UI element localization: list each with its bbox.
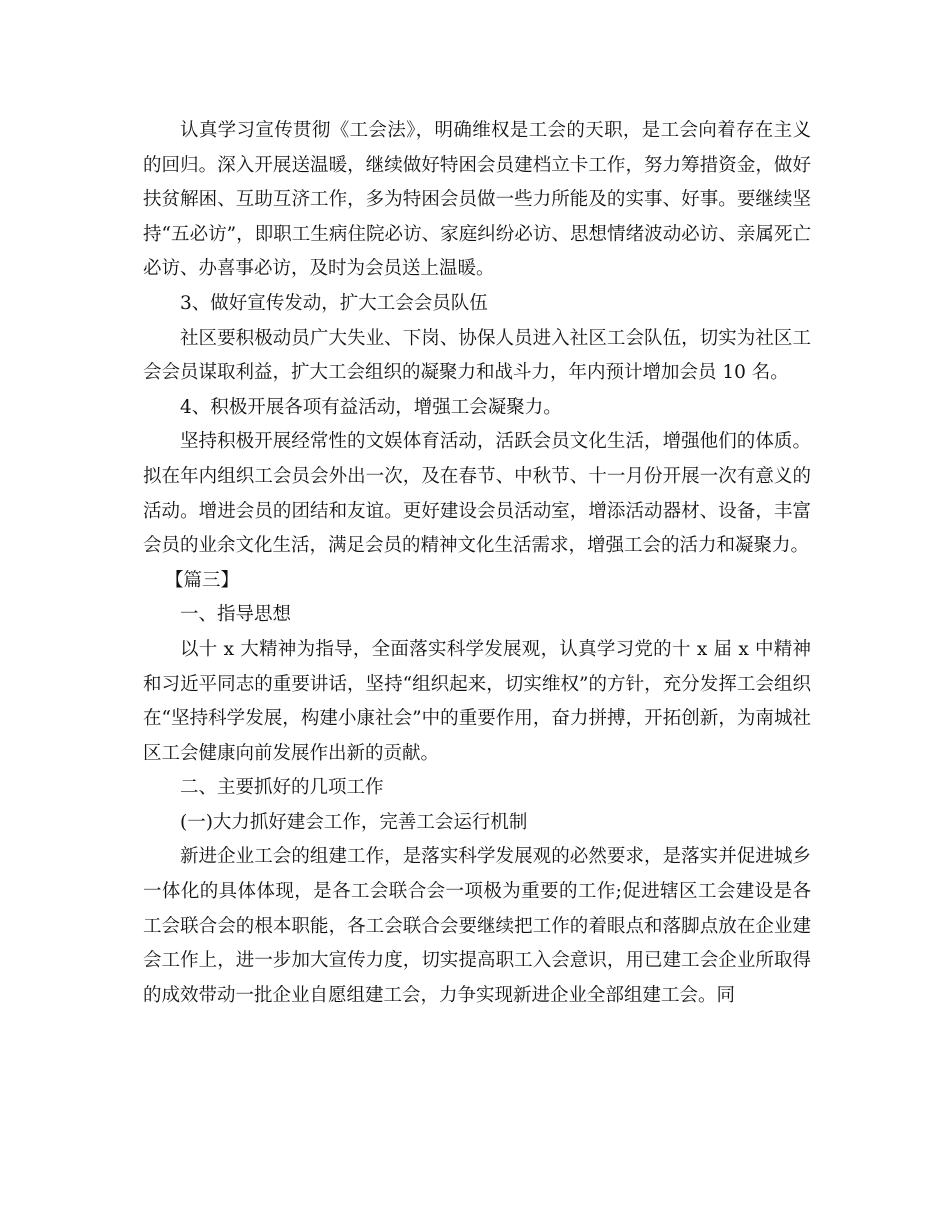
heading-guiding-ideology: 一、指导思想: [180, 604, 292, 626]
heading-union-building: (一)大力抓好建会工作，完善工会运行机制: [180, 811, 528, 833]
section-title-part-three: 【篇三】: [165, 569, 240, 591]
paragraph-union-building: 新进企业工会的组建工作，是落实科学发展观的必然要求，是落实并促进城乡一体化的具体体现，是各工会联合会一项极为重要的工作;促进辖区工会建设是各工会联合会的根本职能，各工会联合会要继续把工作的着眼点和落脚点放在企业建会工作上，进一步加大宣传力度，切实提高职工入会意识，用已建工会企业所取得的成效带动一批企业自愿组建工会，力争实现新进企业全部组建工会。同: [143, 846, 811, 1006]
heading-activities: 4、积极开展各项有益活动，增强工会凝聚力。: [180, 396, 562, 418]
paragraph-expand-membership: 社区要积极动员广大失业、下岗、协保人员进入社区工会队伍，切实为社区工会会员谋取利益，扩大工会组织的凝聚力和战斗力，年内预计增加会员 10 名。: [143, 327, 811, 384]
document-body: [143, 114, 811, 1013]
heading-main-tasks: 二、主要抓好的几项工作: [180, 777, 384, 799]
heading-publicity: 3、做好宣传发动，扩大工会会员队伍: [180, 292, 488, 314]
paragraph-guiding-ideology: 以十 x 大精神为指导，全面落实科学发展观，认真学习党的十 x 届 x 中精神和习近平同志的重要讲话，坚持“组织起来，切实维权”的方针，充分发挥工会组织在“坚持科学发展，构建小康社会”中的重要作用，奋力拼搏，开拓创新，为南城社区工会健康向前发展作出新的贡献。: [143, 638, 811, 764]
paragraph-care-for-members: 认真学习宣传贯彻《工会法》，明确维权是工会的天职，是工会向着存在主义的回归。深入开展送温暖，继续做好特困会员建档立卡工作，努力筹措资金，做好扶贫解困、互助互济工作，多为特困会员做一些力所能及的实事、好事。要继续坚持“五必访”，即职工生病住院必访、家庭纠纷必访、思想情绪波动必访、亲属死亡必访、办喜事必访，及时为会员送上温暖。: [143, 120, 811, 280]
paragraph-cultural-activities: 坚持积极开展经常性的文娱体育活动，活跃会员文化生活，增强他们的体质。拟在年内组织工会员会外出一次，及在春节、中秋节、十一月份开展一次有意义的活动。增进会员的团结和友谊。更好建设会员活动室，增添活动器材、设备，丰富会员的业余文化生活，满足会员的精神文化生活需求，增强工会的活力和凝聚力。: [143, 431, 811, 557]
